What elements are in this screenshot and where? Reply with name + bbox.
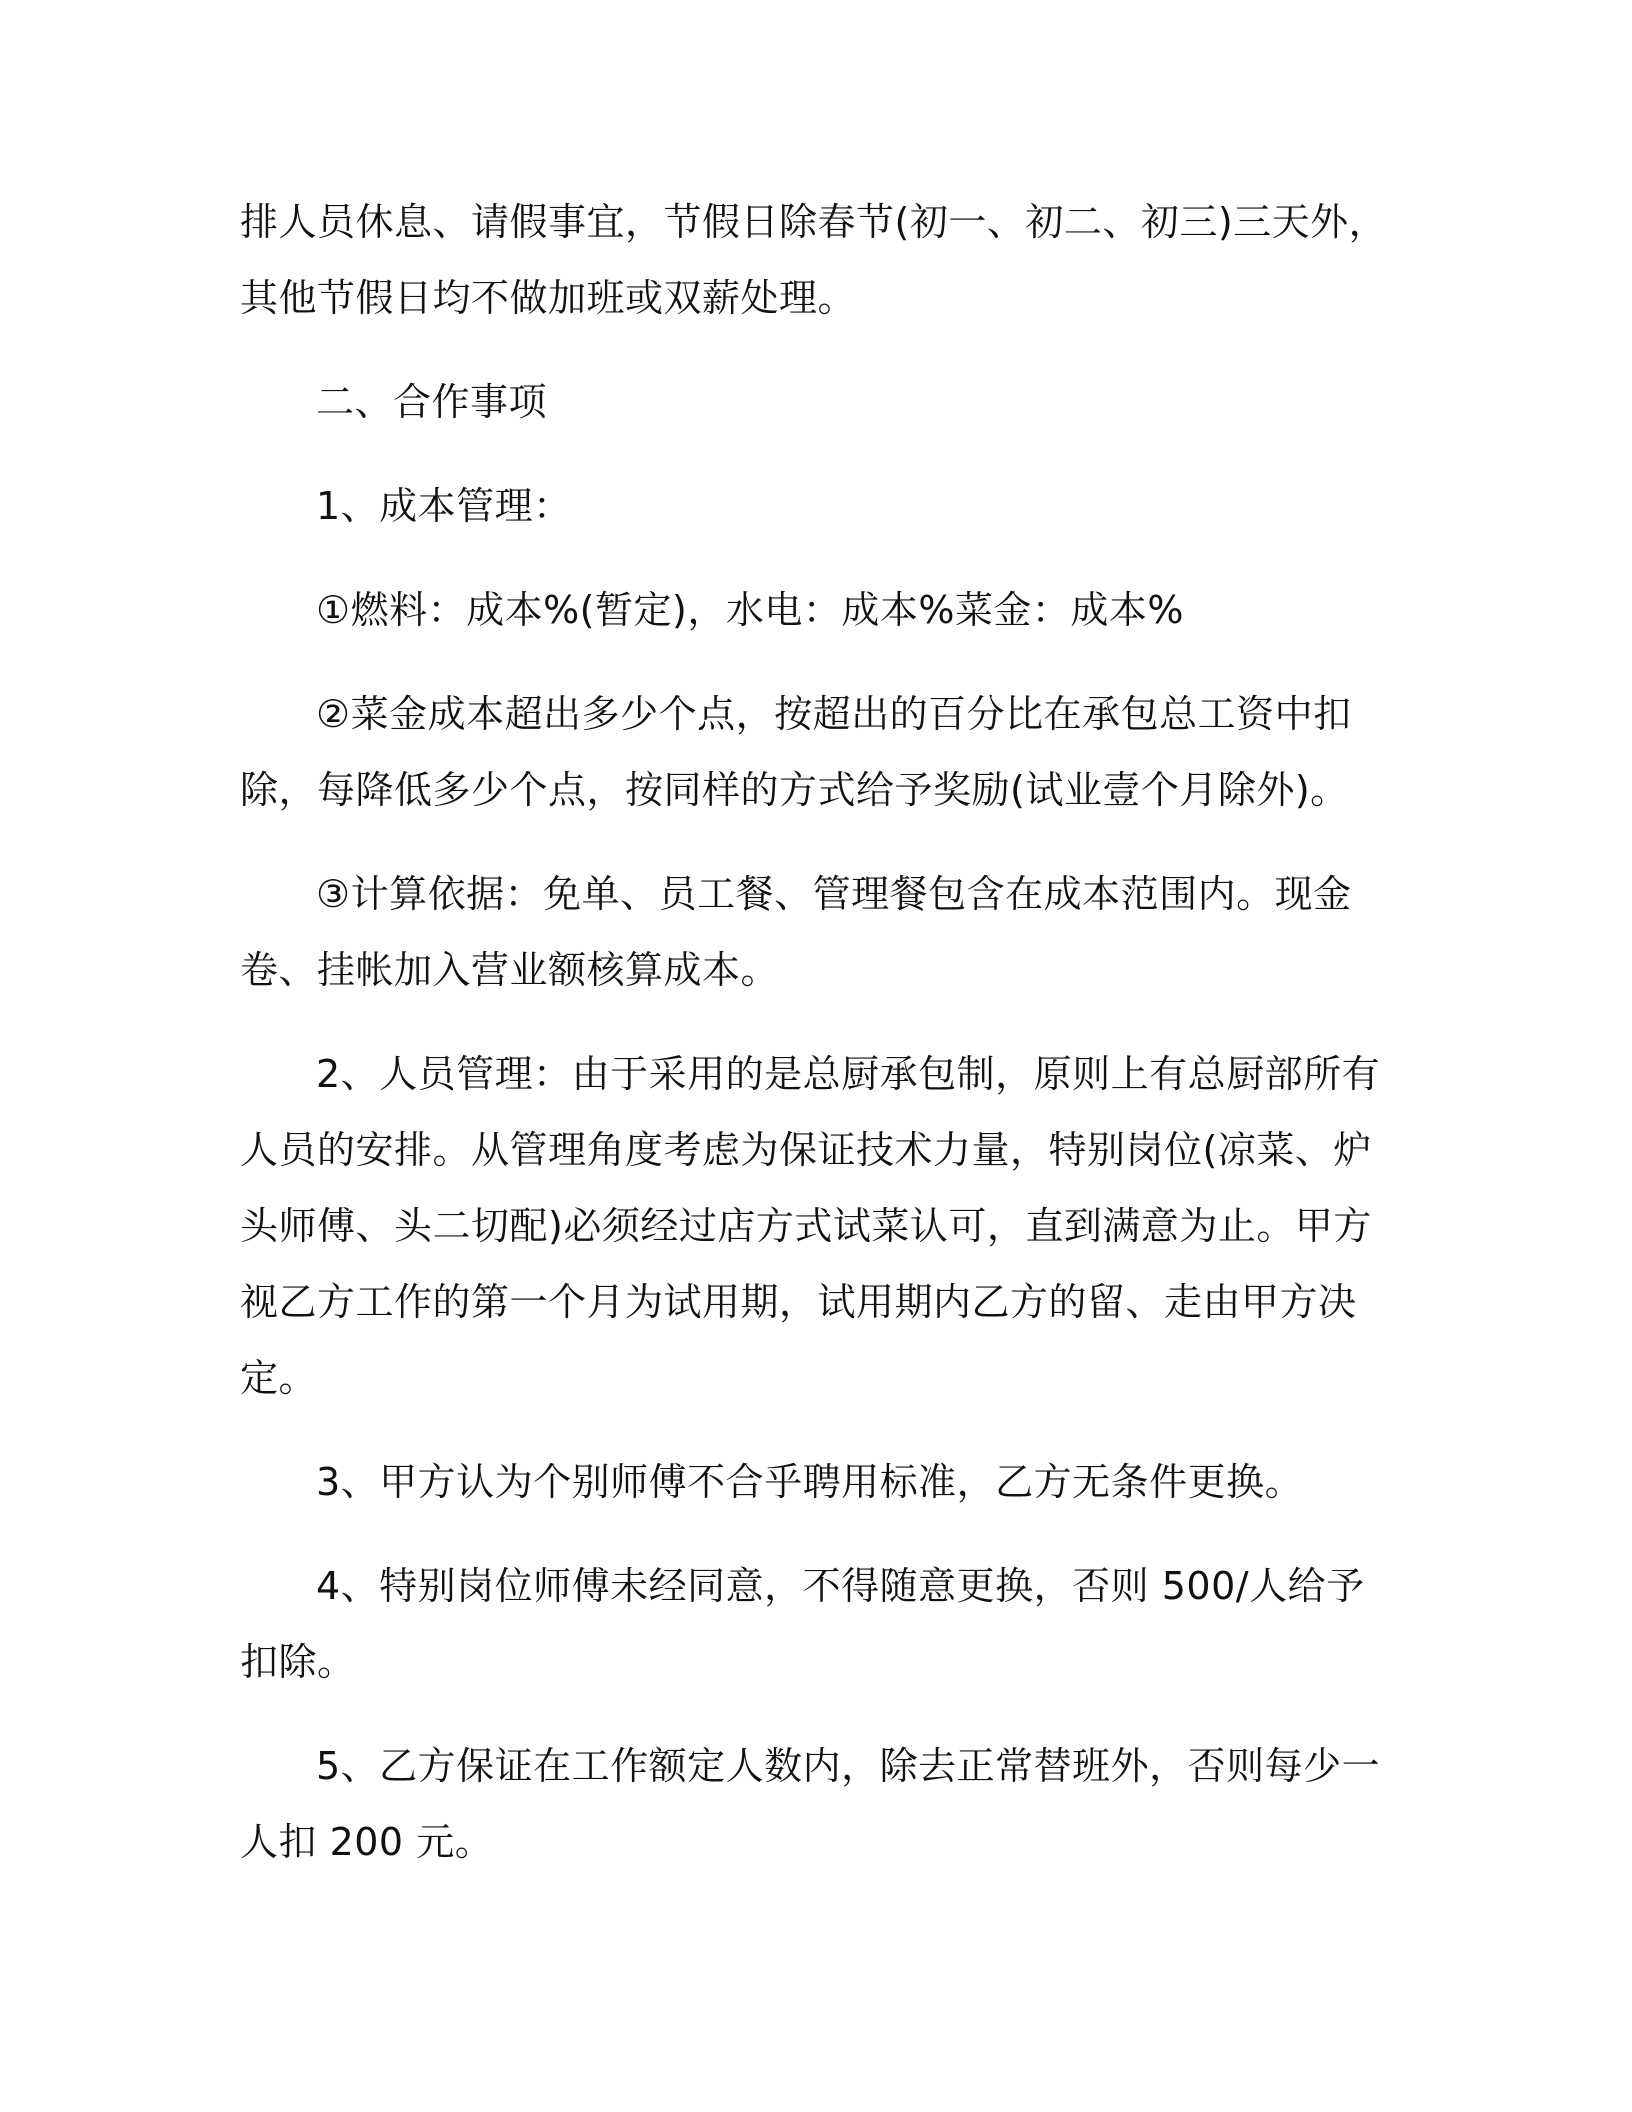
paragraph-special-post: 4、特别岗位师傅未经同意，不得随意更换，否则 500/人给予扣除。 <box>240 1564 1365 1684</box>
paragraph-cost-excess: ②菜金成本超出多少个点，按超出的百分比在承包总工资中扣除，每降低多少个点，按同样的方式给予奖励(试业壹个月除外)。 <box>240 692 1352 812</box>
paragraph-personnel-management: 2、人员管理：由于采用的是总厨承包制，原则上有总厨部所有人员的安排。从管理角度考虑为保证技术力量，特别岗位(凉菜、炉头师傅、头二切配)必须经过店方式试菜认可，直到满意为止。甲方视乙方工作的第一个月为试用期，试用期内乙方的留、走由甲方决定。 <box>240 1052 1381 1400</box>
paragraph-headcount: 5、乙方保证在工作额定人数内，除去正常替班外，否则每少一人扣 200 元。 <box>240 1744 1381 1864</box>
item-heading-cost-management: 1、成本管理： <box>316 484 572 528</box>
paragraph-cost-fuel: ①燃料：成本%(暂定)，水电：成本%菜金：成本% <box>316 588 1185 632</box>
section-heading-cooperation: 二、合作事项 <box>316 380 548 424</box>
paragraph-cost-basis: ③计算依据：免单、员工餐、管理餐包含在成本范围内。现金卷、挂帐加入营业额核算成本。 <box>240 872 1352 992</box>
paragraph-rest-days: 排人员休息、请假事宜，节假日除春节(初一、初二、初三)三天外，其他节假日均不做加班或双薪处理。 <box>240 200 1388 320</box>
paragraph-replacement: 3、甲方认为个别师傅不合乎聘用标准，乙方无条件更换。 <box>316 1460 1304 1504</box>
document-body <box>240 184 1390 1908</box>
